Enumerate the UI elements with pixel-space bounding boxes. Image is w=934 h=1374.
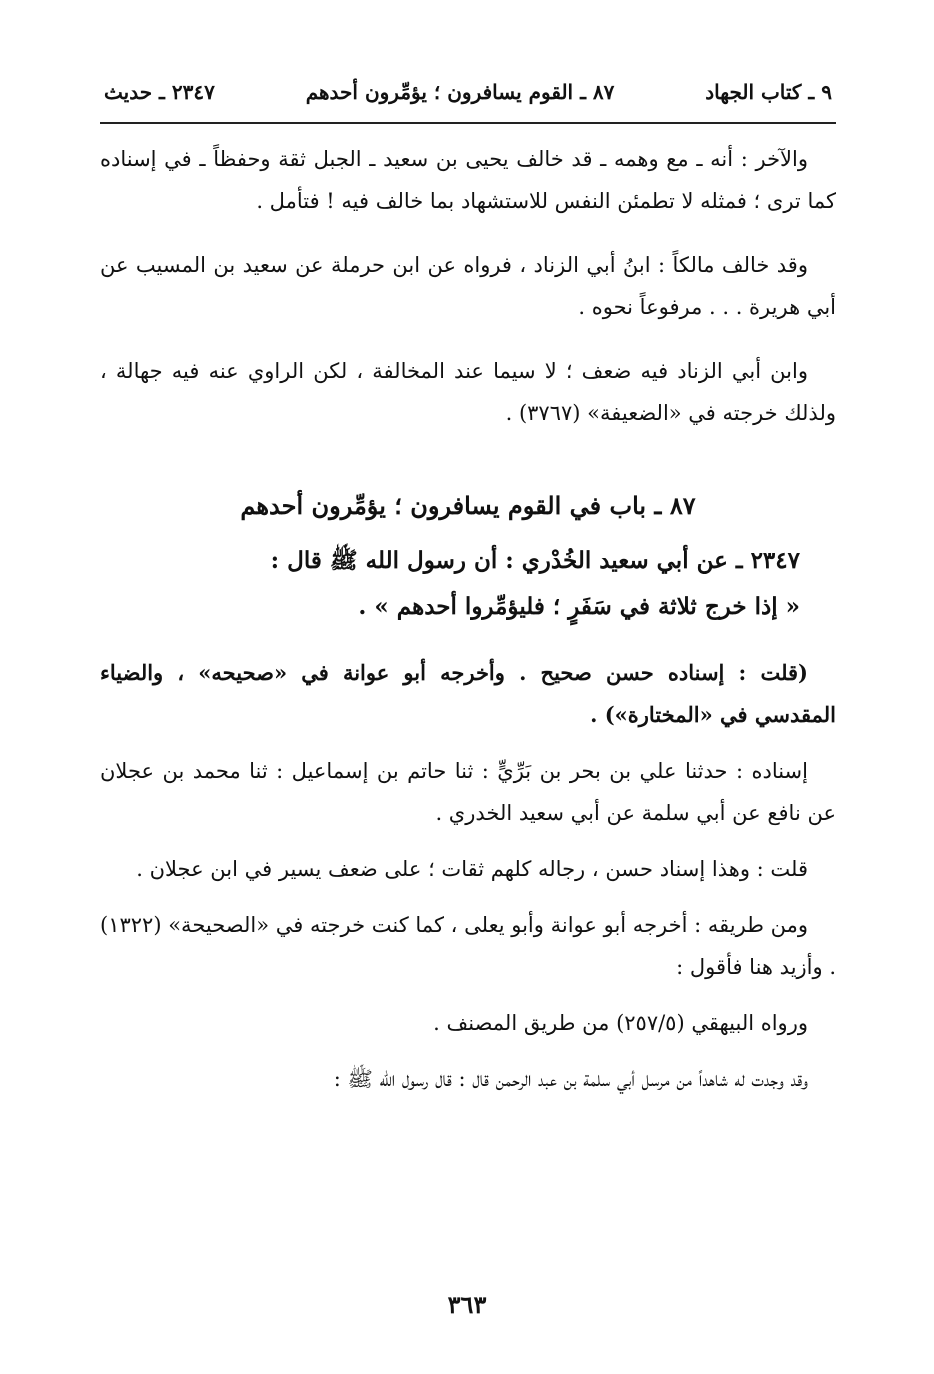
commentary-isnad: إسناده : حدثنا علي بن بحر بن بَرِّيٍّ : ثنا حاتم بن إسماعيل : ثنا محمد بن عجلان عن نافع عن أبي سلمة عن أبي سعيد الخدري .: [100, 759, 836, 825]
paragraph-1: والآخر : أنه ـ مع وهمه ـ قد خالف يحيى بن سعيد ـ الجبل ثقة وحفظاً ـ في إسناده كما ترى ؛ فمثله لا تطمئن النفس للاستشهاد بما خالف فيه ! فتأمل .: [100, 147, 836, 213]
chapter-title: ٨٧ ـ باب في القوم يسافرون ؛ يؤمِّرون أحدهم: [240, 491, 696, 520]
running-header: [100, 80, 836, 124]
paragraph-3: وابن أبي الزناد فيه ضعف ؛ لا سيما عند المخالفة ، لكن الراوي عنه فيه جهالة ، ولذلك خرجته في «الضعيفة» (٣٧٦٧) .: [100, 359, 836, 425]
header-hadith-number: ٢٣٤٧ ـ حديث: [104, 80, 215, 104]
paragraph-2: وقد خالف مالكاً : ابنُ أبي الزناد ، فرواه عن ابن حرملة عن سعيد بن المسيب عن أبي هريرة . . . مرفوعاً نحوه .: [100, 253, 836, 319]
hadith-text: « إذا خرج ثلاثة في سَفَرٍ ؛ فليؤمِّروا أحدهم » .: [358, 593, 800, 620]
commentary-sources: ومن طريقه : أخرجه أبو عوانة وأبو يعلى ، كما كنت خرجته في «الصحيحة» (١٣٢٢) . وأزيد هنا فأقول :: [100, 913, 836, 979]
commentary-grading: (قلت : إسناده حسن صحيح . وأخرجه أبو عوانة في «صحيحه» ، والضياء المقدسي في «المختارة») .: [100, 660, 836, 727]
commentary-note: قلت : وهذا إسناد حسن ، رجاله كلهم ثقات ؛ على ضعف يسير في ابن عجلان .: [136, 857, 808, 881]
page-body: [100, 80, 836, 1100]
hadith-heading: ٢٣٤٧ ـ عن أبي سعيد الخُدْري : أن رسول الله ﷺ قال :: [270, 547, 800, 574]
header-book-title: ٩ ـ كتاب الجهاد: [705, 80, 832, 104]
commentary-bayhaqi: ورواه البيهقي (٢٥٧/٥) من طريق المصنف .: [433, 1011, 808, 1035]
commentary-witness: وقد وجدت له شاهداً من مرسل أبي سلمة بن عبد الرحمن قال : قال رسول الله ﷺ :: [333, 1067, 808, 1091]
header-chapter-title: ٨٧ ـ القوم يسافرون ؛ يؤمِّرون أحدهم: [305, 80, 615, 104]
page-number: ٣٦٣: [447, 1290, 487, 1319]
